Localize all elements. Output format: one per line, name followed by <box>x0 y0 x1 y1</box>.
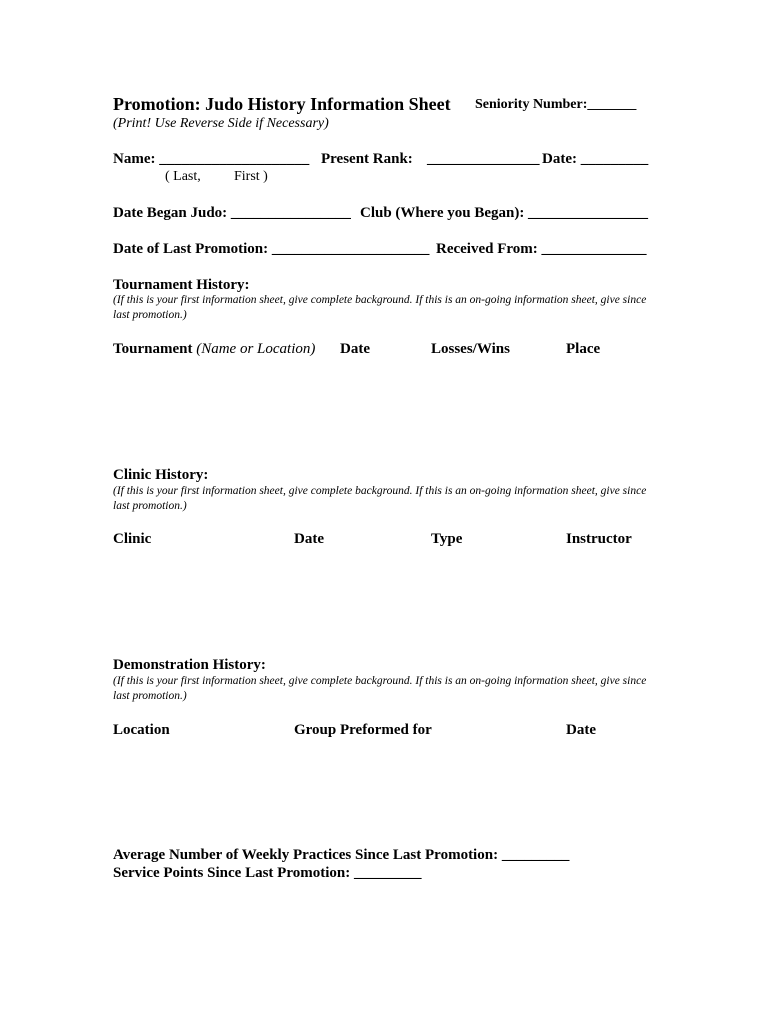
col-losses-wins: Losses/Wins <box>431 341 510 357</box>
date-field[interactable]: Date: _________ <box>542 151 649 167</box>
col-type: Type <box>431 531 463 547</box>
col-location: Location <box>113 722 170 738</box>
clinic-history-heading: Clinic History: <box>113 467 209 483</box>
col-place: Place <box>566 341 601 357</box>
tournament-note: (If this is your first information sheet, give complete background. If this is an on-going information sheet, give since last promotion.) <box>113 294 647 321</box>
clinic-note: (If this is your first information sheet, give complete background. If this is an on-going information sheet, give since last promotion.) <box>113 485 647 512</box>
col-group-performed: Group Preformed for <box>294 722 432 738</box>
col-clinic-date: Date <box>294 531 324 547</box>
weekly-practices-field[interactable]: Average Number of Weekly Practices Since Last Promotion: _________ <box>113 847 570 863</box>
page-title: Promotion: Judo History Information Sheet <box>113 94 451 114</box>
tournament-history-heading: Tournament History: <box>113 277 250 293</box>
col-tournament-hint: (Name or Location) <box>196 341 316 357</box>
demonstration-history-heading: Demonstration History: <box>113 657 266 673</box>
col-demonstration-date: Date <box>566 722 596 738</box>
date-began-judo-field[interactable]: Date Began Judo: ________________ <box>113 205 351 221</box>
col-clinic: Clinic <box>113 531 152 547</box>
club-field[interactable]: Club (Where you Began): ________________ <box>360 205 649 221</box>
demonstration-note: (If this is your first information sheet, give complete background. If this is an on-going information sheet, give since last promotion.) <box>113 675 647 702</box>
seniority-number-field[interactable]: Seniority Number:_______ <box>475 97 637 112</box>
print-instruction: (Print! Use Reverse Side if Necessary) <box>113 116 329 131</box>
name-field[interactable]: Name: ____________________ <box>113 151 310 167</box>
col-tournament <box>113 341 315 358</box>
name-hint-first: First ) <box>234 169 268 184</box>
service-points-field[interactable]: Service Points Since Last Promotion: _________ <box>113 865 422 881</box>
col-tournament-label: Tournament <box>113 341 193 357</box>
present-rank-field[interactable]: _______________ <box>427 151 540 167</box>
received-from-field[interactable]: Received From: ______________ <box>436 241 647 257</box>
last-promotion-field[interactable]: Date of Last Promotion: _____________________ <box>113 241 430 257</box>
col-instructor: Instructor <box>566 531 632 547</box>
col-tournament-date: Date <box>340 341 370 357</box>
present-rank-label: Present Rank: <box>321 151 413 167</box>
name-hint-last: ( Last, <box>165 169 201 184</box>
